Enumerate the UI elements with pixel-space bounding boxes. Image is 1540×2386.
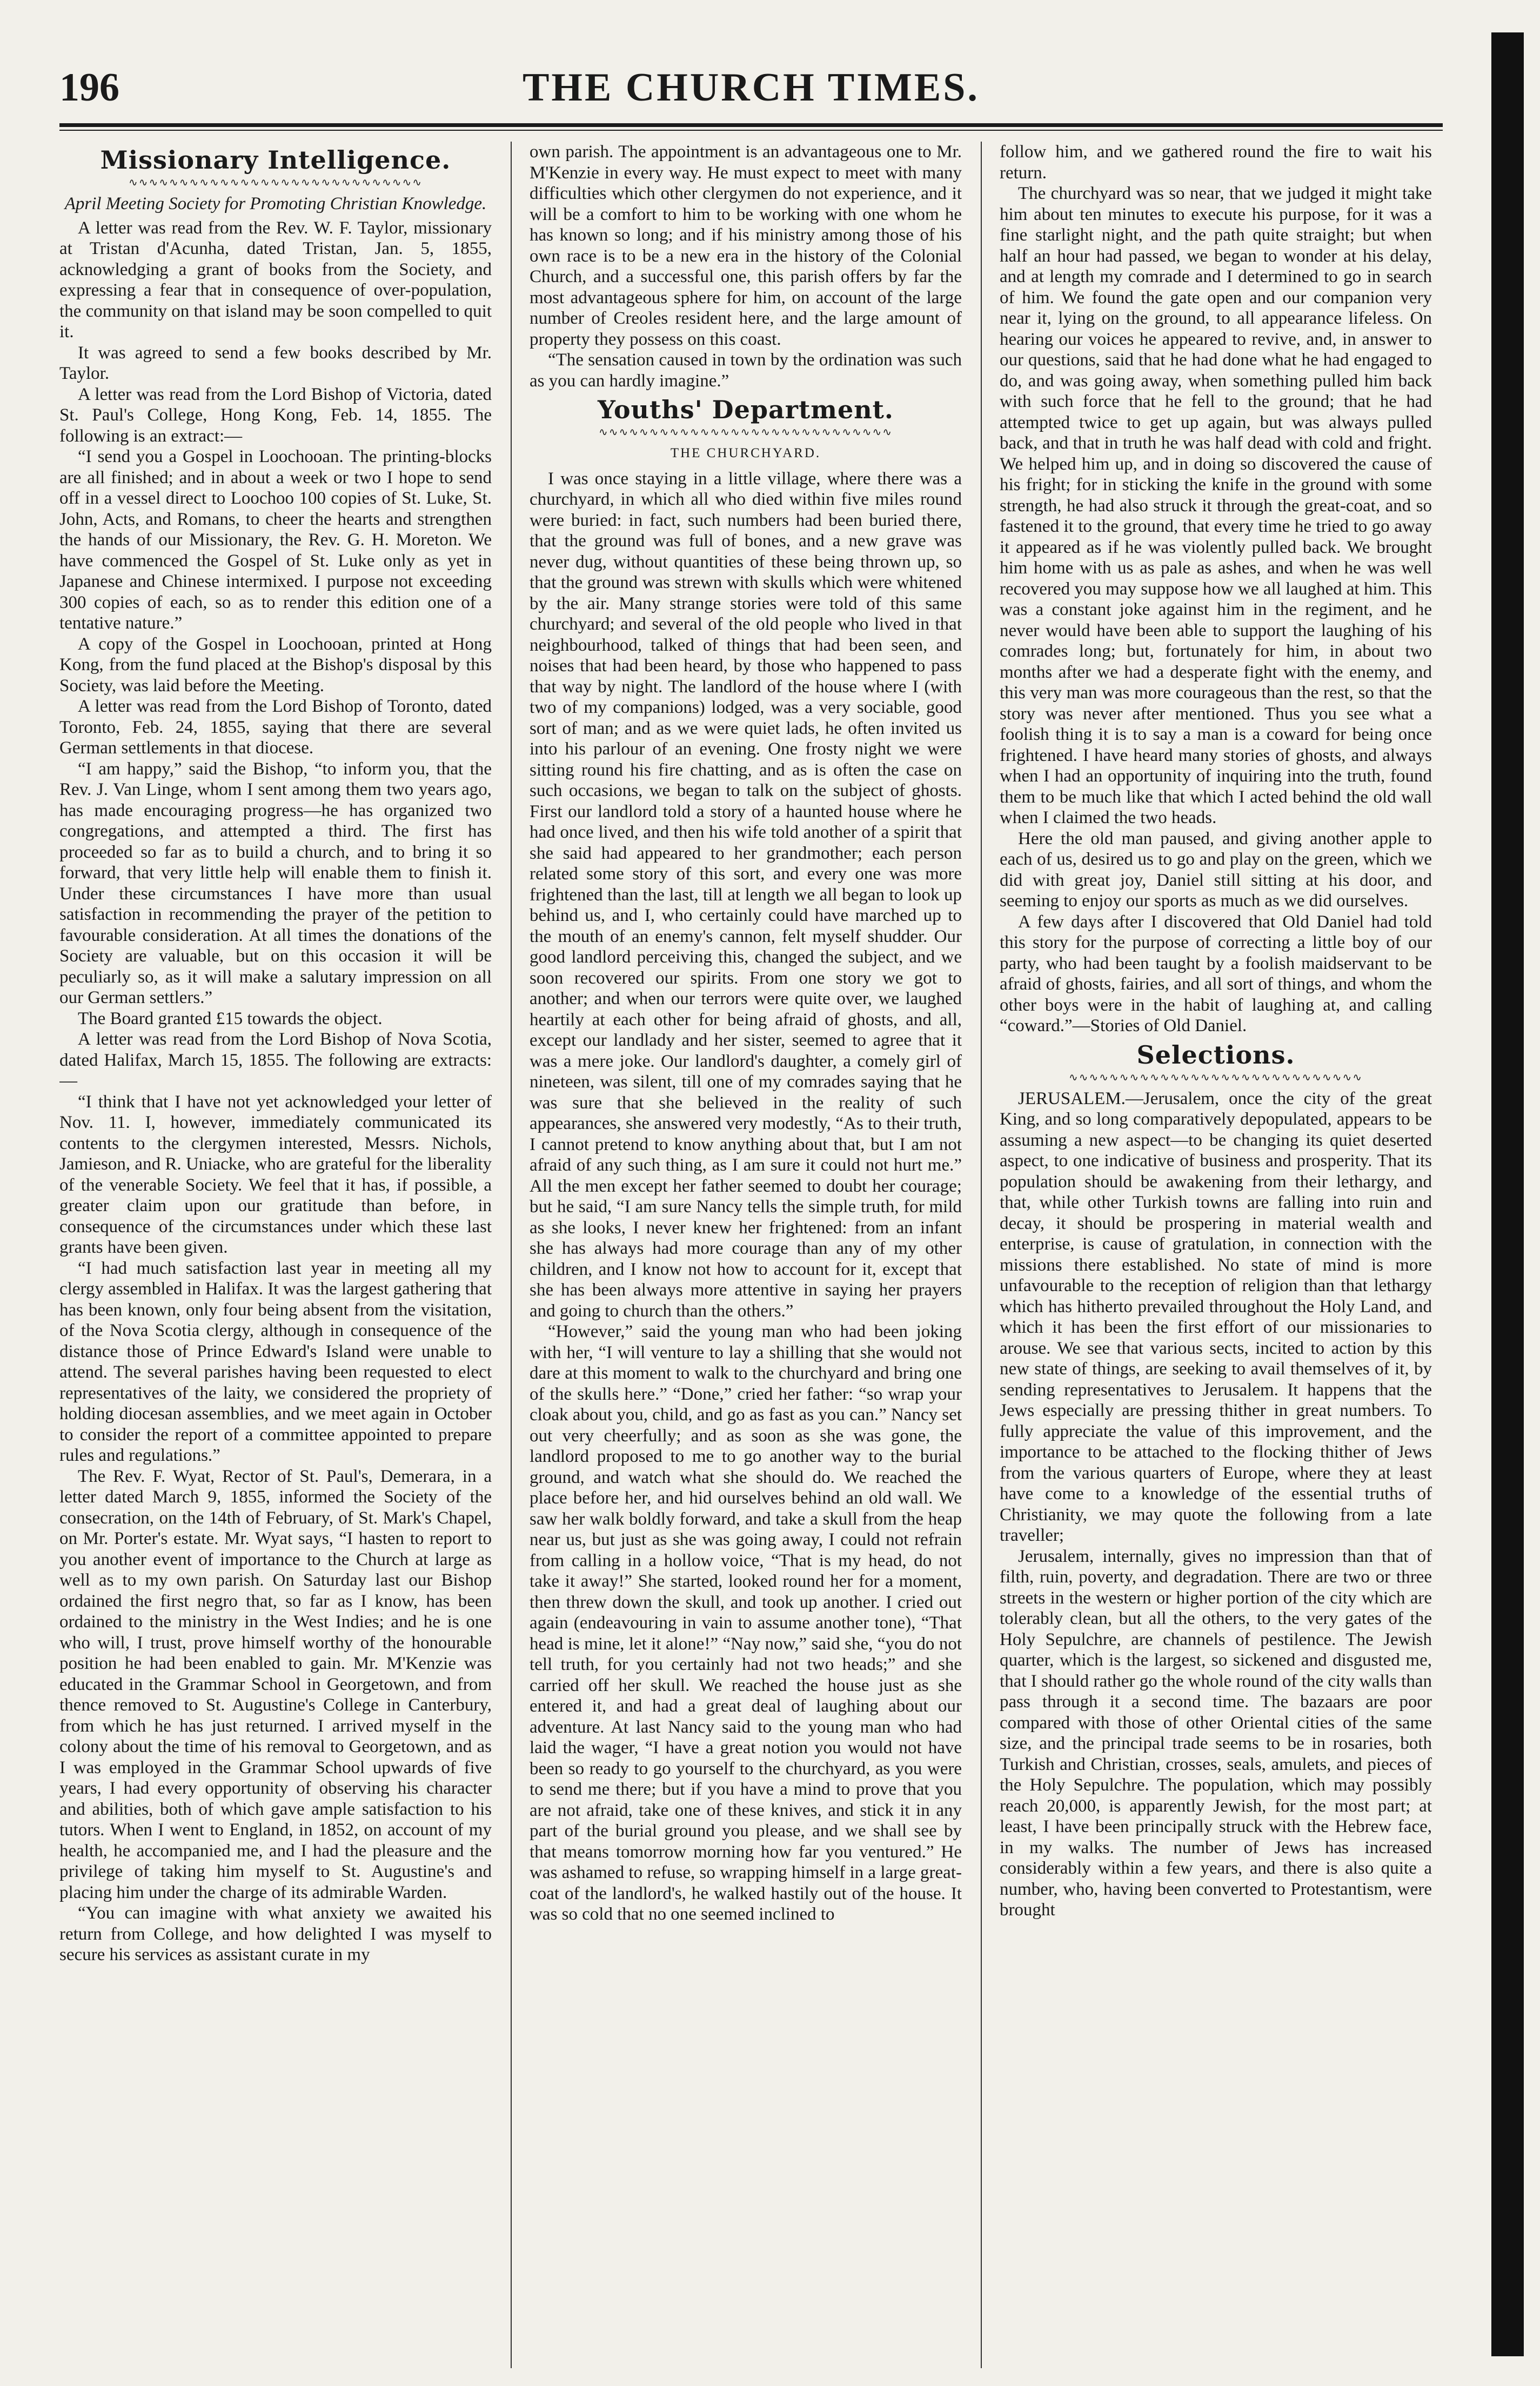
ornamental-rule: ∿∿∿∿∿∿∿∿∿∿∿∿∿∿∿∿∿∿∿∿∿∿∿∿∿∿∿∿∿: [599, 427, 893, 438]
section-title: Missionary Intelligence.: [100, 145, 451, 175]
masthead-title: THE CHURCH TIMES.: [523, 65, 980, 110]
column-1: [59, 142, 492, 2368]
running-header: [59, 65, 1443, 130]
column-divider: [981, 142, 982, 2368]
paragraph: “I send you a Gospel in Loochooan. The printing-blocks are all finished; and in about a week or two I hope to send off in a vessel direct to Loochoo 100 copies of St. Luke, St. John, Acts, and Romans, to cheer the hearts and strengthen the hands of our Missionary, the Rev. G. H. Moreton. We have commenced the Gospel of St. Luke only as yet in Japanese and Chinese intermixed. I purpose not exceeding 300 copies of each, so as to render this edition one of a tentative nature.”: [59, 447, 492, 633]
paragraph: JERUSALEM.—Jerusalem, once the city of the great King, and so long comparatively depopulated, appears to be assuming a new aspect—to be changing its quiet deserted aspect, to one indicative of business and prosperity. That its population should be awakening from their lethargy, and that, while other Turkish towns are falling into ruin and decay, it should be prospering in material wealth and enterprise, is cause of gratulation, in connection with the missions there established. No state of mind is more unfavourable to the reception of religion than that lethargy which has hitherto prevailed throughout the Holy Land, and which it has been the first effort of our missionaries to arouse. We see that various sects, incited to action by this new state of things, are seeking to avail themselves of it, by sending representatives to Jerusalem. It happens that the Jews especially are pressing thither in great numbers. To fully appreciate the value of this improvement, and the importance to be attached to the flocking thither of Jews from the various quarters of Europe, where they at least have come to a knowledge of the essential truths of Christianity, we may quote the following from a late traveller;: [1000, 1088, 1432, 1545]
paragraph: Jerusalem, internally, gives no impression than that of filth, ruin, poverty, and degradation. There are two or three streets in the western or higher portion of the city which are tolerably clean, but all the others, to the very gates of the Holy Sepulchre, are channels of pestilence. The Jewish quarter, which is the largest, so sickened and disgusted me, that I should rather go the whole round of the city walls than pass through it a second time. The bazaars are poor compared with those of other Oriental cities of the same size, and the principal trade seems to be in rosaries, both Turkish and Christian, crosses, seals, amulets, and pieces of the Holy Sepulchre. The population, which may possibly reach 20,000, is apparently Jewish, for the most part; at least, I have been principally struck with the Hebrew face, in my walks. The number of Jews has increased considerably within a few years, and there is also quite a number, who, having been converted to Protestantism, were brought: [1000, 1546, 1432, 1920]
paragraph: “I had much satisfaction last year in meeting all my clergy assembled in Halifax. It was the largest gathering that has been known, only four being absent from the visitation, of the Nova Scotia clergy, although in consequence of the distance those of Prince Edward's Island were unable to attend. The several parishes having been requested to elect representatives of the laity, we considered the propriety of holding diocesan assemblies, and we meet again in October to consider the report of a committee appointed to prepare rules and regulations.”: [59, 1258, 492, 1465]
paragraph: The Board granted £15 towards the object.: [78, 1008, 383, 1028]
paragraph: The Rev. F. Wyat, Rector of St. Paul's, Demerara, in a letter dated March 9, 1855, informed the Society of the consecration, on the 14th of February, of St. Mark's Chapel, on Mr. Porter's estate. Mr. Wyat says, “I hasten to report to you another event of importance to the Church at large as well as to my own parish. On Saturday last our Bishop ordained the first negro that, so far as I know, has been ordained to the ministry in the West Indies; and he is one who will, I trust, prove himself worthy of the honourable position he had been enabled to gain. Mr. M'Kenzie was educated in the Grammar School in Georgetown, and from thence removed to St. Augustine's College in Canterbury, from which he has just returned. I arrived myself in the colony about the time of his removal to Georgetown, and as I was employed in the Grammar School upwards of five years, I had every opportunity of observing his character and abilities, both of which gave ample satisfaction to his tutors. When I went to England, in 1852, on account of my health, he accompanied me, and I had the pleasure and the privilege of taking him myself to St. Augustine's and placing him under the charge of its admirable Warden.: [59, 1466, 492, 1902]
story-title: THE CHURCHYARD.: [670, 446, 821, 460]
column-divider: [511, 142, 512, 2368]
scan-edge-bar: [1491, 32, 1524, 2356]
ornamental-rule: ∿∿∿∿∿∿∿∿∿∿∿∿∿∿∿∿∿∿∿∿∿∿∿∿∿∿∿∿∿: [129, 177, 423, 188]
paragraph: “I think that I have not yet acknowledged your letter of Nov. 11. I, however, immediately communicated its contents to the clergymen interested, Messrs. Nichols, Jamieson, and R. Uniacke, who are grateful for the liberality of the venerable Society. We feel that it has, if possible, a greater claim upon our gratitude than before, in consequence of the circumstances under which these last grants have been given.: [59, 1092, 492, 1257]
paragraph: A letter was read from the Lord Bishop of Victoria, dated St. Paul's College, Hong Kong, Feb. 14, 1855. The following is an extract:—: [59, 384, 492, 446]
paragraph: It was agreed to send a few books described by Mr. Taylor.: [59, 343, 492, 383]
column-3: [1000, 142, 1432, 2368]
ornamental-rule: ∿∿∿∿∿∿∿∿∿∿∿∿∿∿∿∿∿∿∿∿∿∿∿∿∿∿∿∿∿: [1069, 1072, 1363, 1083]
paragraph: “You can imagine with what anxiety we awaited his return from College, and how delighted I was myself to secure his services as assistant curate in my: [59, 1903, 492, 1964]
section-title: Selections.: [1136, 1040, 1295, 1070]
paragraph: “The sensation caused in town by the ordination was such as you can hardly imagine.”: [530, 350, 962, 391]
section-title: Youths' Department.: [598, 395, 894, 424]
paragraph: A letter was read from the Lord Bishop of Nova Scotia, dated Halifax, March 15, 1855. The following are extracts:—: [59, 1030, 492, 1091]
paragraph: “I am happy,” said the Bishop, “to inform you, that the Rev. J. Van Linge, whom I sent among them two years ago, has made encouraging progress—he has organized two congregations, and attempted a third. The first has proceeded so far as to build a church, and to bring it so forward, that very little help will enable them to finish it. Under these circumstances I have more than usual satisfaction in recommending the prayer of the petition to favourable consideration. At all times the donations of the Society are valuable, but on this occasion it will be peculiarly so, as it will make a salutary impression on all our German settlers.”: [59, 759, 492, 1007]
column-2: [530, 142, 962, 2368]
paragraph: A few days after I discovered that Old Daniel had told this story for the purpose of correcting a little boy of our party, who had been taught by a foolish maidservant to be afraid of ghosts, fairies, and all sort of things, and whom the other boys were in the habit of laughing at, and calling “coward.”—Stories of Old Daniel.: [1000, 912, 1432, 1035]
paragraph: A copy of the Gospel in Loochooan, printed at Hong Kong, from the fund placed at the Bishop's disposal by this Society, was laid before the Meeting.: [59, 634, 492, 696]
paragraph: “However,” said the young man who had been joking with her, “I will venture to lay a shilling that she would not dare at this moment to walk to the churchyard and bring one of the skulls here.” “Done,” cried her father: “so wrap your cloak about you, child, and go as fast as you can.” Nancy set out very cheerfully; and as soon as she was gone, the landlord proposed to me to go another way to the burial ground, and watch what she should do. We reached the place before her, and hid ourselves behind an old wall. We saw her walk boldly forward, and take a skull from the heap near us, but just as she was going away, I could not refrain from calling in a hollow voice, “That is my head, do not take it away!” She started, looked round her for a moment, then threw down the skull, and took up another. I cried out again (endeavouring in vain to assume another tone), “That head is mine, let it alone!” “Nay now,” said she, “you do not tell truth, for you certainly had not two heads;” and she carried off her skull. We reached the house just as she entered it, and had a great deal of laughing about our adventure. At last Nancy said to the young man who had laid the wager, “I have a great notion you would not have been so ready to go yourself to the churchyard, as you were to send me there; but if you have a mind to prove that you are not afraid, take one of these knives, and stick it in any part of the burial ground you please, and we shall see by that means tomorrow morning how far you ventured.” He was ashamed to refuse, so wrapping himself in a large great-coat of the landlord's, he walked hastily out of the house. It was so cold that no one seemed inclined to: [530, 1322, 962, 1924]
paragraph: A letter was read from the Lord Bishop of Toronto, dated Toronto, Feb. 24, 1855, saying that there are several German settlements in that diocese.: [59, 697, 492, 758]
page-number: 196: [59, 65, 119, 110]
paragraph: own parish. The appointment is an advantageous one to Mr. M'Kenzie in every way. He must expect to meet with many difficulties which other clergymen do not experience, and it will be a comfort to him to be working with one whom he has known so long; and if his ministry among those of his own race is to be a new era in the history of the Colonial Church, and a successful one, this parish offers by far the most advantageous sphere for him, on account of the large number of Creoles resident here, and the large amount of property they possess on this coast.: [530, 142, 962, 349]
paragraph: follow him, and we gathered round the fire to wait his return.: [1000, 142, 1432, 183]
paragraph: Here the old man paused, and giving another apple to each of us, desired us to go and play on the green, which we did with great joy, Daniel still sitting at his door, and seeming to enjoy our sports as much as we did ourselves.: [1000, 828, 1432, 911]
section-subtitle: April Meeting Society for Promoting Christian Knowledge.: [64, 194, 487, 213]
paragraph: The churchyard was so near, that we judged it might take him about ten minutes to execute his purpose, for it was a fine starlight night, and the path quite straight; but when half an hour had passed, we began to wonder at his delay, and at length my comrade and I determined to go in search of him. We found the gate open and our companion very near it, lying on the ground, to all appearance lifeless. On hearing our voices he appeared to revive, and, in answer to our questions, said that he had done what he had engaged to do, and was going away, when something pulled him back with such force that he fell to the ground; that he had attempted twice to get up again, but was always pulled back, and that in truth he was half dead with cold and fright. We helped him up, and in doing so discovered the cause of his fright; for in sticking the knife in the ground with some strength, he had also struck it through the great-coat, and so fastened it to the ground, that every time he tried to go away it appeared as if he was violently pulled back. We brought him home with us as pale as ashes, and when he was well recovered you may suppose how we all laughed at him. This was a constant joke against him in the regiment, and he never would have been able to support the laughing of his comrades long; but, fortunately for him, in about two months after we had a desperate fight with the enemy, and this very man was more courageous than the rest, so that the story was never after mentioned. Thus you see what a foolish thing it is to say a man is a coward for being once frightened. I have heard many stories of ghosts, and always when I had an opportunity of inquiring into the truth, found them to be much like that which I acted behind the old wall when I claimed the two heads.: [1000, 184, 1432, 827]
paragraph: A letter was read from the Rev. W. F. Taylor, missionary at Tristan d'Acunha, dated Tristan, Jan. 5, 1855, acknowledging a grant of books from the Society, and expressing a fear that in consequence of over-population, the community on that island may be soon compelled to quit it.: [59, 218, 492, 342]
paragraph: I was once staying in a little village, where there was a churchyard, in which all who died within five miles round were buried: in fact, such numbers had been buried there, that the ground was full of bones, and a new grave was never dug, without quantities of these being thrown up, so that the ground was strewn with skulls which were whitened by the air. Many strange stories were told of this same churchyard; and several of the old people who lived in that neighbourhood, talked of things that had been seen, and noises that had been heard, by those who happened to pass that way by night. The landlord of the house where I (with two of my companions) lodged, was a very sociable, good sort of man; and as we were quiet lads, he often invited us into his parlour of an evening. One frosty night we were sitting round his fire chatting, and as is often the case on such occasions, we began to talk on the subject of ghosts. First our landlord told a story of a haunted house where he had once lived, and then his wife told another of a spirit that she said had appeared to her grandmother; each person related some story of this sort, and every one was more frightened than the last, till at length we all began to look up behind us, and I, who certainly could have marched up to the mouth of an enemy's cannon, felt myself shudder. Our good landlord perceiving this, changed the subject, and we soon recovered our spirits. From one story we got to another; and when our terrors were quite over, we laughed heartily at each other for being afraid of ghosts, and all, except our landlady and her sister, seemed to agree that it was a mere joke. Our landlord's daughter, a comely girl of nineteen, was silent, till one of my comrades saying that he was sure that she believed in the reality of such appearances, she answered very modestly, “As to their truth, I cannot pretend to know anything about that, but I am not afraid of any such thing, as I am sure it could not hurt me.” All the men except her father seemed to doubt her courage; but he said, “I am sure Nancy tells the simple truth, for mild as she looks, I never knew her frightened: from an infant she has always had more courage than any of my other children, and I know not how to account for it, except that she has been always more attentive in saying her prayers and going to church than the others.”: [530, 469, 962, 1321]
header-rule-thin: [59, 130, 1443, 131]
header-rule: [59, 123, 1443, 127]
